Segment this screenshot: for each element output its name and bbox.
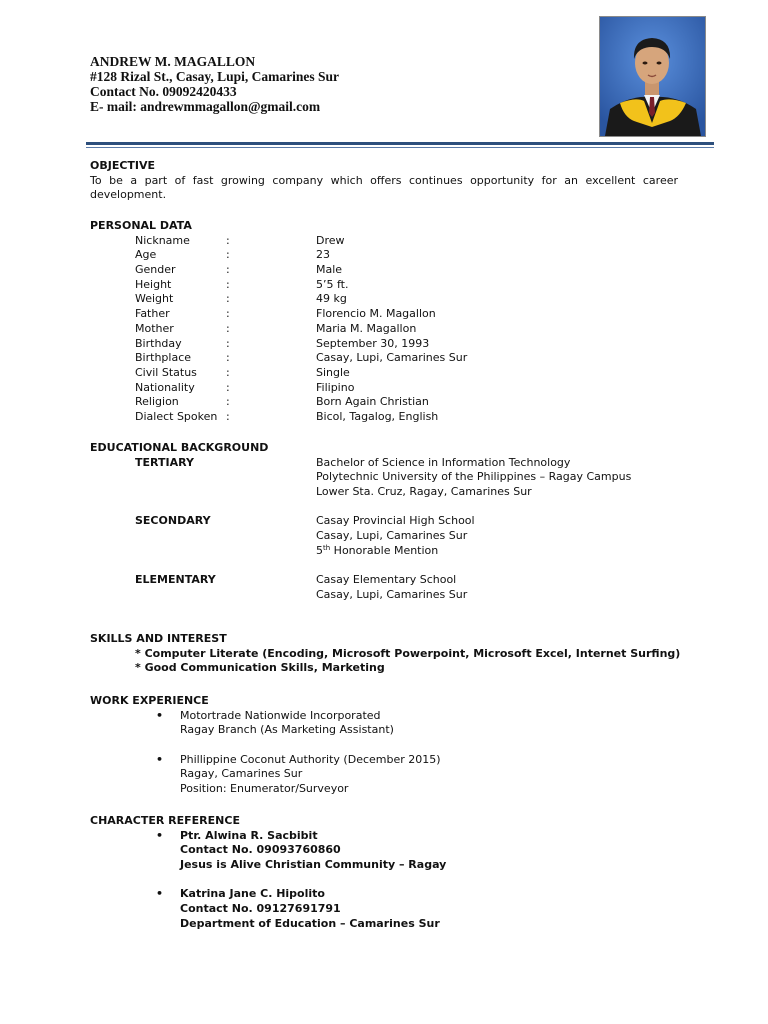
reference-line: Contact No. 09093760860 [180, 843, 341, 857]
field-value: Florencio M. Magallon [316, 307, 436, 321]
field-label: Gender [135, 263, 176, 277]
elementary-school: Casay Elementary School [316, 573, 457, 587]
field-value: Born Again Christian [316, 395, 429, 409]
work-item [90, 753, 441, 797]
elementary-label: ELEMENTARY [135, 573, 216, 587]
field-label: Weight [135, 292, 174, 306]
work-section [90, 694, 441, 812]
secondary-details [316, 514, 631, 558]
skill-item: * Computer Literate (Encoding, Microsoft Powerpoint, Microsoft Excel, Internet Surfing) [135, 646, 681, 660]
personal-data-row [90, 263, 343, 278]
field-label: Birthday [135, 336, 182, 350]
field-colon: : [226, 409, 230, 423]
reference-item [90, 829, 446, 873]
work-heading: WORK EXPERIENCE [90, 694, 209, 707]
personal-data-row [90, 351, 468, 366]
applicant-contact: Contact No. 09092420433 [90, 84, 237, 99]
award-number: 5 [316, 543, 323, 557]
field-value: Male [316, 263, 343, 277]
reference-line: Katrina Jane C. Hipolito [180, 887, 325, 901]
secondary-label: SECONDARY [135, 514, 211, 528]
personal-data-section [90, 219, 468, 425]
reference-item [90, 887, 446, 931]
field-value: 23 [316, 248, 330, 262]
objective-text: To be a part of fast growing company which offers continues opportunity for an excellent career development. [90, 173, 678, 202]
secondary-award [316, 544, 631, 559]
header-divider-thin [86, 147, 714, 148]
elementary-details [316, 573, 631, 602]
applicant-address: #128 Rizal St., Casay, Lupi, Camarines Sur [90, 69, 340, 84]
skills-heading: SKILLS AND INTEREST [90, 632, 227, 645]
award-text: Honorable Mention [330, 543, 439, 557]
field-value: Maria M. Magallon [316, 321, 417, 335]
resume-header [90, 54, 339, 114]
personal-data-row [90, 395, 429, 410]
field-value: 49 kg [316, 292, 347, 306]
field-colon: : [226, 351, 230, 365]
work-item [90, 709, 441, 738]
elementary-row [90, 573, 631, 602]
field-value: Single [316, 365, 350, 379]
reference-line: Ptr. Alwina R. Sacbibit [180, 828, 318, 842]
field-label: Religion [135, 395, 179, 409]
tertiary-details [316, 456, 631, 500]
work-line: Position: Enumerator/Surveyor [180, 782, 349, 796]
personal-data-row [90, 321, 417, 337]
secondary-address: Casay, Lupi, Camarines Sur [316, 529, 468, 543]
field-label: Civil Status [135, 365, 197, 379]
field-label: Height [135, 277, 172, 291]
tertiary-school: Polytechnic University of the Philippines – Ragay Campus [316, 470, 632, 484]
field-value: 5’5 ft. [316, 277, 349, 291]
tertiary-row [90, 456, 631, 500]
field-colon: : [226, 365, 230, 379]
tertiary-address: Lower Sta. Cruz, Ragay, Camarines Sur [316, 485, 532, 499]
reference-section [90, 814, 446, 946]
field-label: Age [135, 248, 157, 262]
field-value: Drew [316, 233, 345, 247]
header-divider [86, 142, 714, 145]
field-colon: : [226, 263, 230, 277]
field-value: Casay, Lupi, Camarines Sur [316, 351, 468, 365]
graduation-photo [599, 16, 706, 137]
tertiary-degree: Bachelor of Science in Information Technology [316, 455, 571, 469]
reference-line: Department of Education – Camarines Sur [180, 916, 440, 930]
field-label: Nationality [135, 380, 195, 394]
tertiary-label: TERTIARY [135, 455, 194, 469]
secondary-row [90, 514, 631, 558]
personal-data-row [90, 248, 330, 263]
reference-line: Jesus is Alive Christian Community – Ragay [180, 858, 447, 872]
personal-data-row [90, 233, 345, 249]
bullet-icon: • [156, 752, 164, 766]
secondary-school: Casay Provincial High School [316, 514, 475, 528]
field-label: Nickname [135, 233, 190, 247]
personal-data-row [90, 380, 355, 396]
objective-heading: OBJECTIVE [90, 159, 156, 172]
personal-data-row [90, 365, 350, 381]
field-colon: : [226, 336, 230, 350]
field-label: Father [135, 307, 170, 321]
bullet-icon: • [156, 828, 164, 842]
work-line: Motortrade Nationwide Incorporated [180, 708, 381, 722]
reference-line: Contact No. 09127691791 [180, 902, 341, 916]
education-heading: EDUCATIONAL BACKGROUND [90, 441, 269, 454]
field-colon: : [226, 380, 230, 394]
field-label: Birthplace [135, 351, 192, 365]
field-colon: : [226, 321, 230, 335]
work-line: Phillippine Coconut Authority (December 2015) [180, 752, 441, 766]
applicant-name: ANDREW M. MAGALLON [90, 54, 256, 69]
field-colon: : [226, 277, 230, 291]
field-value: Filipino [316, 380, 355, 394]
skills-section [90, 632, 680, 676]
bullet-icon: • [156, 708, 164, 722]
personal-data-row [90, 409, 439, 425]
personal-data-row [90, 277, 349, 293]
field-colon: : [226, 292, 230, 306]
reference-heading: CHARACTER REFERENCE [90, 814, 240, 827]
field-value: September 30, 1993 [316, 336, 430, 350]
elementary-address: Casay, Lupi, Camarines Sur [316, 587, 468, 601]
work-line: Ragay, Camarines Sur [180, 767, 303, 781]
field-value: Bicol, Tagalog, English [316, 409, 439, 423]
field-label: Mother [135, 321, 174, 335]
work-line: Ragay Branch (As Marketing Assistant) [180, 723, 394, 737]
education-section [90, 441, 631, 603]
personal-data-row [90, 292, 347, 307]
bullet-icon: • [156, 887, 164, 901]
personal-data-list [90, 233, 468, 425]
objective-section [90, 159, 678, 203]
field-colon: : [226, 233, 230, 247]
personal-data-row [90, 336, 430, 352]
applicant-email: E- mail: andrewmmagallon@gmail.com [90, 99, 321, 114]
field-colon: : [226, 248, 230, 262]
field-colon: : [226, 395, 230, 409]
personal-data-heading: PERSONAL DATA [90, 219, 192, 232]
skill-item: * Good Communication Skills, Marketing [135, 661, 385, 675]
personal-data-row [90, 307, 436, 322]
field-label: Dialect Spoken [135, 409, 218, 423]
field-colon: : [226, 307, 230, 321]
award-ordinal: th [323, 543, 331, 552]
